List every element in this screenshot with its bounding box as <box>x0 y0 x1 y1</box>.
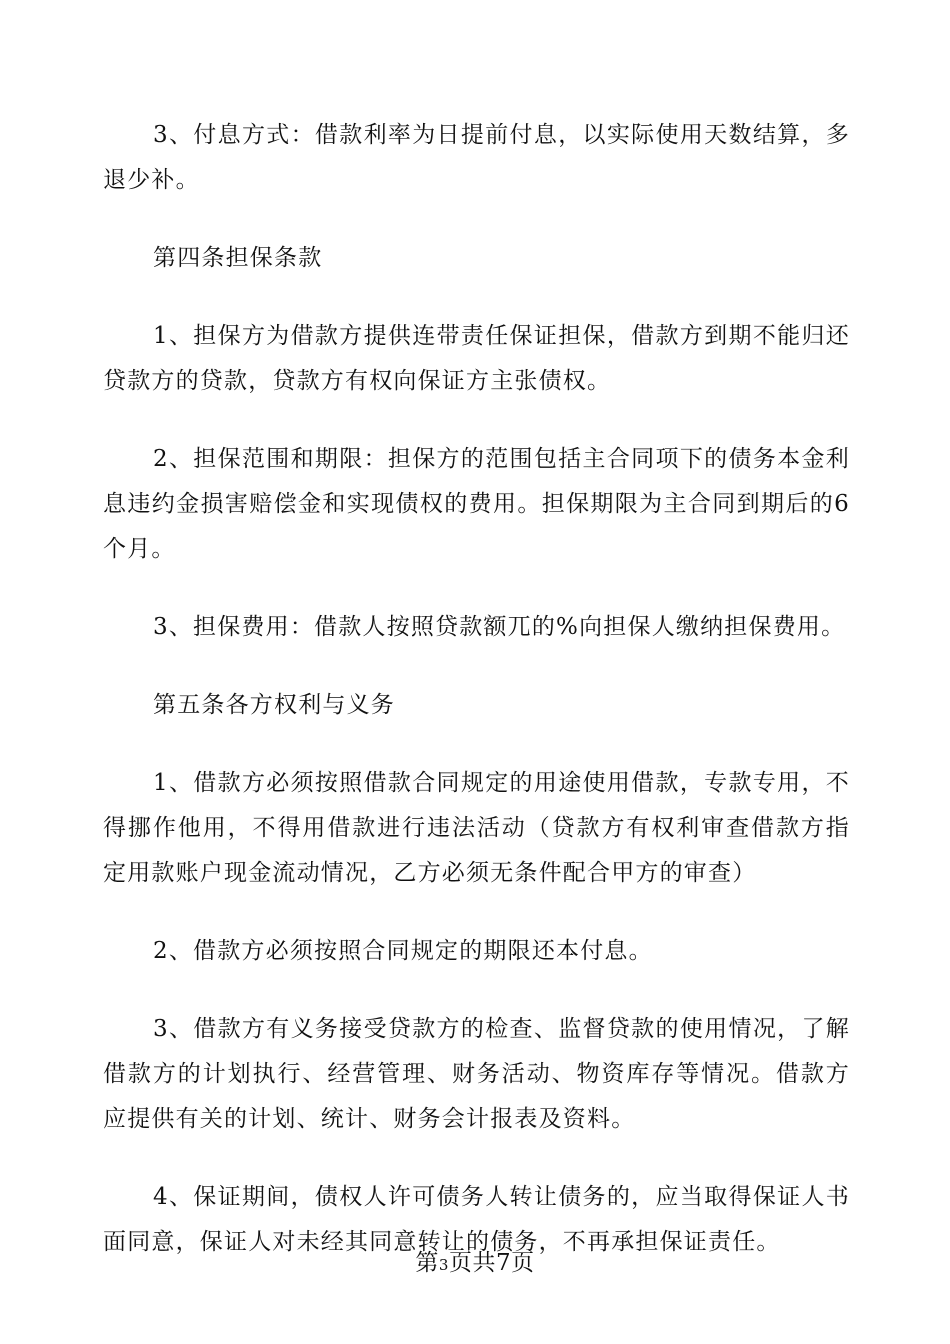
paragraph-guarantee-scope: 2、担保范围和期限：担保方的范围包括主合同项下的债务本金利息违约金损害赔偿金和实现债权的费用。担保期限为主合同到期后的6个月。 <box>103 446 850 562</box>
paragraph-guarantee-liability: 1、担保方为借款方提供连带责任保证担保，借款方到期不能归还贷款方的贷款，贷款方有权向保证方主张债权。 <box>103 323 850 394</box>
footer-prefix: 第 <box>415 1250 439 1276</box>
footer-current-page: 3 <box>438 1256 449 1274</box>
page-footer <box>0 1248 950 1280</box>
paragraph-inspection: 3、借款方有义务接受贷款方的检查、监督贷款的使用情况，了解借款方的计划执行、经营管理、财务活动、物资库存等情况。借款方应提供有关的计划、统计、财务会计报表及资料。 <box>103 1016 850 1132</box>
paragraph-repayment: 2、借款方必须按照合同规定的期限还本付息。 <box>153 938 653 964</box>
footer-suffix: 页 <box>511 1250 535 1276</box>
footer-total-pages: 7 <box>495 1250 512 1276</box>
paragraph-interest-payment: 3、付息方式：借款利率为日提前付息，以实际使用天数结算，多退少补。 <box>103 122 850 193</box>
document-body <box>103 113 850 1298</box>
section-heading-rights-obligations: 第五条各方权利与义务 <box>153 692 395 718</box>
paragraph-debt-transfer: 4、保证期间，债权人许可债务人转让债务的，应当取得保证人书面同意，保证人对未经其同意转让的债务，不再承担保证责任。 <box>103 1184 850 1255</box>
paragraph-loan-usage: 1、借款方必须按照借款合同规定的用途使用借款，专款专用，不得挪作他用，不得用借款进行违法活动（贷款方有权利审查借款方指定用款账户现金流动情况，乙方必须无条件配合甲方的审查） <box>103 770 850 886</box>
section-heading-guarantee-clause: 第四条担保条款 <box>153 245 323 271</box>
paragraph-guarantee-fee: 3、担保费用：借款人按照贷款额兀的%向担保人缴纳担保费用。 <box>153 614 846 640</box>
footer-middle: 页共 <box>448 1250 496 1276</box>
